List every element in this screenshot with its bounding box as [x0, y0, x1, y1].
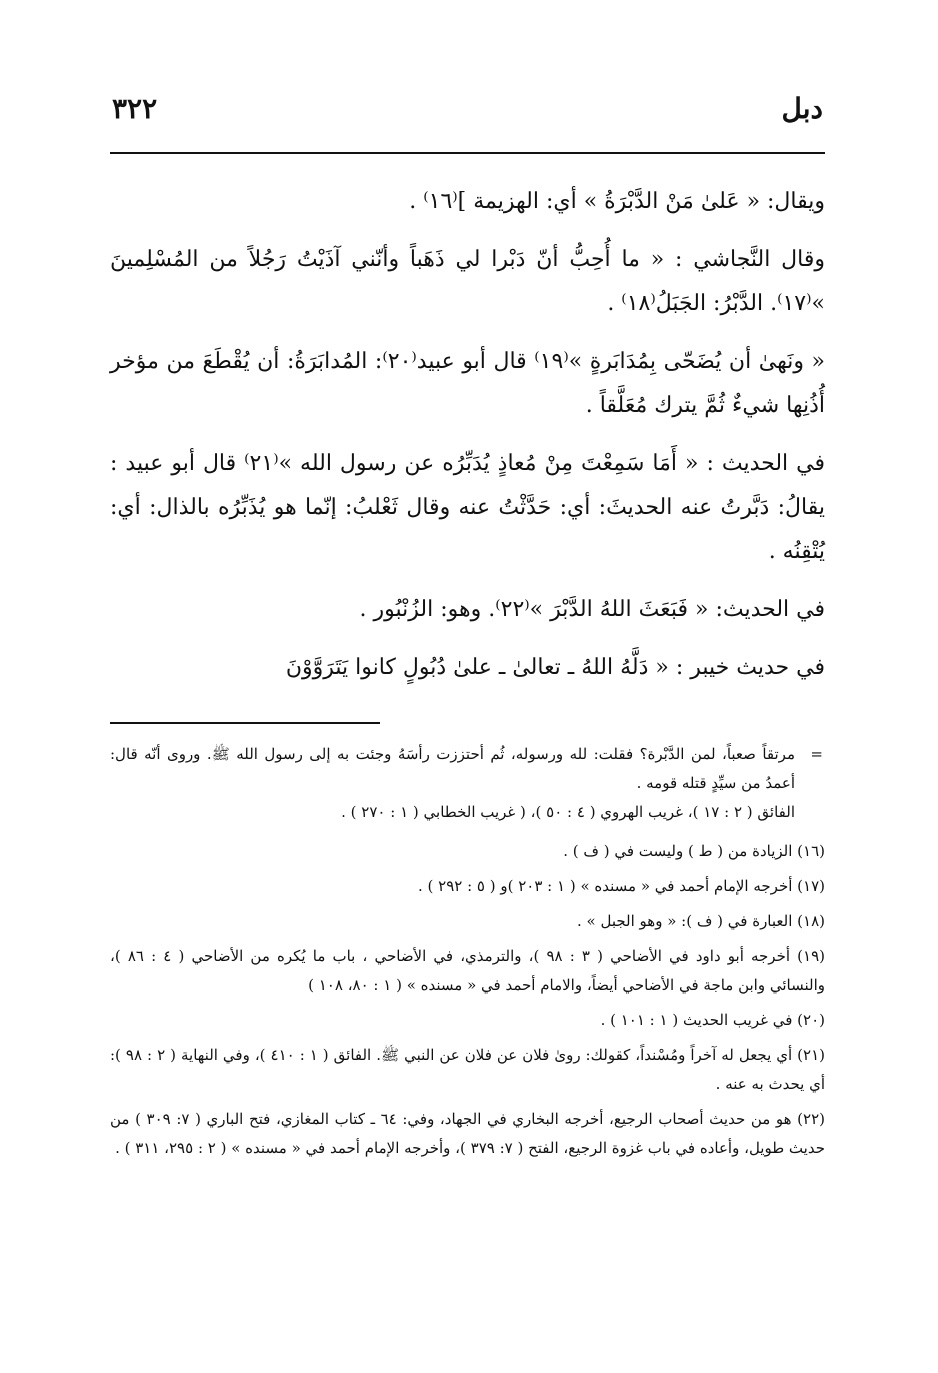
footnote-19: (١٩) أخرجه أبو داود في الأضاحي ( ٣ : ٩٨ )، والترمذي، في الأضاحي ، باب ما يُكره من الأضاحي ( ٤ : ٨٦ )، والنسائي وابن ماجة في الأضاحي أيضاً، والامام أحمد في « مسنده » ( ١ : ٨٠، ١٠٨ ): [110, 947, 825, 994]
footnote-continuation: [110, 740, 825, 827]
paragraph: في حديث خيبر : « دَلَّهُ اللهُ ـ تعالىٰ ـ علىٰ دُبُولٍ كانوا يَتَرَوَّوْنَ: [285, 655, 825, 680]
footnote-21: (٢١) أي يجعل له آخراً ومُسْنداً، كقولك: روىٰ فلان عن فلان عن النبي ﷺ. الفائق ( ١ : ٤١٠ )، وفي النهاية ( ٢ : ٩٨ ): أي يحدث به عنه .: [110, 1046, 826, 1093]
main-text: [110, 180, 825, 704]
footnote-16: (١٦) الزيادة من ( ط ) وليست في ( ف ) .: [563, 842, 825, 860]
entry-word-heading: دبل: [781, 92, 823, 125]
footnote-line: مرتقاً صعباً، لمن الدَّبْرة؟ فقلت: لله ورسوله، ثُم أحتززت رأسَهُ وجئت به إلى رسول الله ﷺ. وروى أنّه قال: أعمدُ من سيِّدٍ قتله قومه .: [110, 745, 795, 792]
footnote-17: (١٧) أخرجه الإمام أحمد في « مسنده » ( ١ : ٢٠٣ )و ( ٥ : ٢٩٢ ) .: [417, 877, 825, 895]
paragraph: ويقال: « عَلىٰ مَنْ الدَّبْرَةُ » أي: الهزيمة ]⁽١٦⁾ .: [409, 189, 825, 214]
header-rule: [110, 152, 825, 154]
footnote-18: (١٨) العبارة في ( ف ): « وهو الجبل » .: [576, 912, 825, 930]
paragraph: « ونَهىٰ أن يُضَحّى بِمُدَابَرةٍ »⁽١٩⁾ قال أبو عبيد⁽٢٠⁾: المُدابَرَةُ: أن يُقْطَعَ من مؤخر أُذُنِها شيءٌ ثُمَّ يترك مُعَلَّقاً .: [110, 349, 826, 418]
book-page: [110, 0, 825, 1373]
footnote-line: الفائق ( ٢ : ١٧ )، غريب الهروي ( ٤ : ٥٠ )، ( غريب الخطابي ( ١ : ٢٧٠ ) .: [341, 803, 795, 821]
page-header: [110, 92, 825, 142]
footnote-separator: [110, 722, 380, 724]
paragraph: في الحديث : « أَمَا سَمِعْتَ مِنْ مُعاذٍ يُدَبِّرُه عن رسول الله »⁽٢١⁾ قال أبو عبيد : يقالُ: دَبَّرتُ عنه الحديثَ: أي: حَدَّثْتُ عنه وقال ثَعْلبُ: إنّما هو يُذَبِّرُه بالذال: أي: يُتْقِنُه .: [110, 451, 826, 564]
footnote-20: (٢٠) في غريب الحديث ( ١ : ١٠١ ) .: [600, 1011, 825, 1029]
paragraph: وقال النَّجاشي : « ما أُحِبُّ أنّ دَبْرا لي ذَهَباً وأنّني آذَيْتُ رَجُلاً من المُسْلِمينَ »⁽١٧⁾. الدَّبْرُ: الجَبَلُ⁽١٨⁾ .: [110, 247, 825, 316]
footnote-22: (٢٢) هو من حديث أصحاب الرجيع، أخرجه البخاري في الجهاد، وفي: ٦٤ ـ كتاب المغازي، فتح الباري ( ٧: ٣٠٩ ) من حديث طويل، وأعاده في باب غزوة الرجيع، الفتح ( ٧: ٣٧٩ )، وأخرجه الإمام أحمد في « مسنده » ( ٢ : ٢٩٥، ٣١١ ) .: [110, 1110, 826, 1157]
footnotes: [110, 740, 825, 1169]
paragraph: في الحديث: « فَبَعَثَ اللهُ الدَّبْرَ »⁽٢٢⁾. وهو: الزُنْبُور .: [359, 597, 825, 622]
page-number: ٣٢٢: [112, 92, 158, 125]
continuation-marker: =: [810, 745, 823, 763]
